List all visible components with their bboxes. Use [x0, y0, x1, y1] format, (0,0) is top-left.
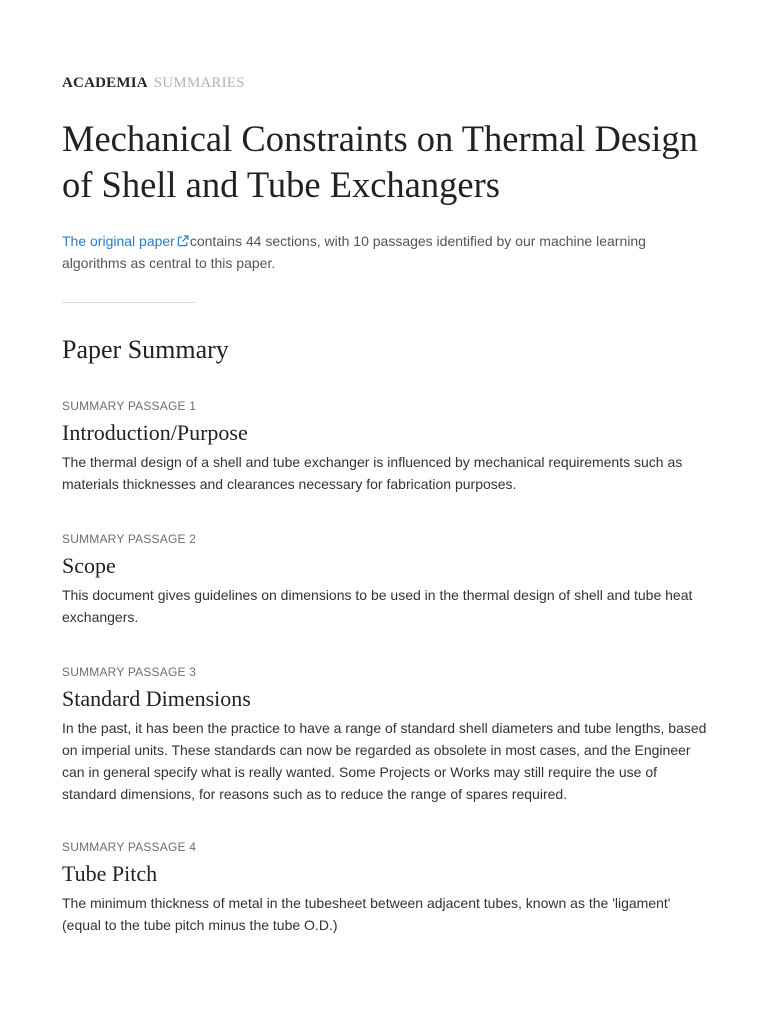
summary-passage-2	[62, 531, 712, 628]
summary-passage-1	[62, 398, 712, 495]
intro-description: contains 44 sections, with 10 passages identified by our machine learning algorithms as central to this paper.	[62, 233, 646, 271]
original-paper-link[interactable]	[62, 233, 190, 249]
paper-summary-heading: Paper Summary	[62, 335, 229, 364]
passage-label: SUMMARY PASSAGE 4	[62, 840, 197, 854]
passage-label: SUMMARY PASSAGE 2	[62, 532, 197, 546]
passage-body: The thermal design of a shell and tube exchanger is influenced by mechanical requirements such as materials thicknesses and clearances necessary for fabrication purposes.	[62, 454, 683, 492]
site-logo[interactable]	[62, 75, 245, 92]
page-title: Mechanical Constraints on Thermal Design of Shell and Tube Exchangers	[62, 118, 698, 205]
passage-label: SUMMARY PASSAGE 1	[62, 399, 197, 413]
passage-body: This document gives guidelines on dimensions to be used in the thermal design of shell and tube heat exchangers.	[62, 587, 693, 625]
passage-body: The minimum thickness of metal in the tubesheet between adjacent tubes, known as the 'ligament' (equal to the tube pitch minus the tube O.D.)	[62, 895, 671, 933]
passage-heading: Scope	[62, 553, 116, 578]
brand-secondary: SUMMARIES	[153, 75, 245, 91]
external-link-icon	[177, 235, 189, 247]
passage-heading: Tube Pitch	[62, 861, 158, 886]
divider	[62, 302, 196, 303]
brand-primary: ACADEMIA	[62, 75, 148, 91]
intro-text	[62, 230, 702, 274]
passage-heading: Standard Dimensions	[62, 686, 251, 711]
passage-body: In the past, it has been the practice to have a range of standard shell diameters and tube lengths, based on imperial units. These standards can now be regarded as obsolete in most cases, and the Engineer can in general specify what is really wanted. Some Projects or Works may still require the use of standard dimensions, for reasons such as to reduce the range of spares required.	[62, 720, 707, 802]
summary-passage-4	[62, 839, 712, 936]
passage-heading: Introduction/Purpose	[62, 420, 248, 445]
passage-label: SUMMARY PASSAGE 3	[62, 665, 197, 679]
summary-passage-3	[62, 664, 712, 805]
original-paper-link-label: The original paper	[62, 233, 175, 249]
